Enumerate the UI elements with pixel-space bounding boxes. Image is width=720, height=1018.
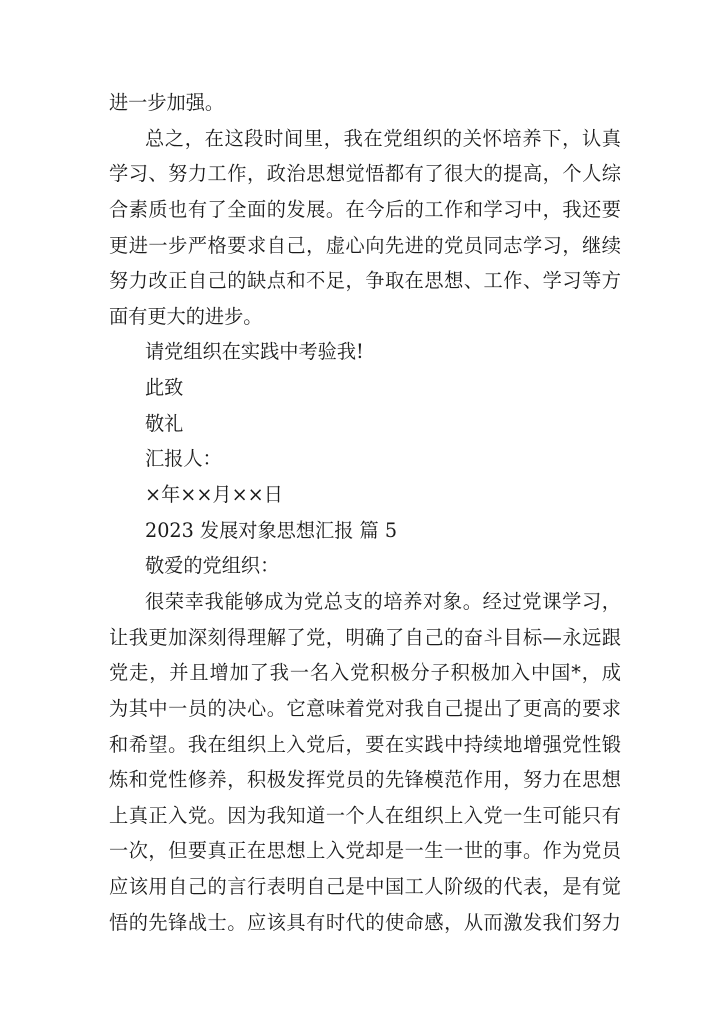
text-line: 应该用自己的言行表明自己是中国工人阶级的代表，是有觉 (109, 875, 621, 899)
text-line: 上真正入党。因为我知道一个人在组织上入党一生可能只有 (109, 803, 621, 827)
text-line: 2023 发展对象思想汇报 篇 5 (145, 518, 398, 542)
text-line: 合素质也有了全面的发展。在今后的工作和学习中，我还要 (109, 197, 621, 221)
text-line: 党走，并且增加了我一名入党积极分子积极加入中国*，成 (109, 661, 621, 685)
text-line: 和希望。我在组织上入党后，要在实践中持续地增强党性锻 (109, 732, 621, 756)
text-line: 请党组织在实践中考验我! (145, 340, 364, 364)
text-line: 敬爱的党组织： (145, 554, 280, 578)
text-line: 面有更大的进步。 (109, 304, 263, 328)
text-line: 让我更加深刻得理解了党，明确了自己的奋斗目标—永远跟 (109, 625, 621, 649)
text-line: ×年××月××日 (145, 483, 283, 507)
text-line: 很荣幸我能够成为党总支的培养对象。经过党课学习， (145, 589, 621, 613)
text-line: 总之，在这段时间里，我在党组织的关怀培养下，认真 (145, 126, 621, 150)
text-line: 炼和党性修养，积极发挥党员的先锋模范作用，努力在思想 (109, 768, 621, 792)
text-line: 此致 (145, 376, 184, 400)
text-line: 悟的先锋战士。应该具有时代的使命感，从而激发我们努力 (109, 910, 621, 934)
text-line: 努力改正自己的缺点和不足，争取在思想、工作、学习等方 (109, 269, 621, 293)
text-line: 学习、努力工作，政治思想觉悟都有了很大的提高，个人综 (109, 162, 621, 186)
text-line: 一次，但要真正在思想上入党却是一生一世的事。作为党员 (109, 839, 621, 863)
text-line: 敬礼 (145, 411, 184, 435)
document-page (109, 85, 621, 940)
text-line: 汇报人： (145, 447, 222, 471)
text-line: 进一步加强。 (109, 91, 225, 114)
text-line: 为其中一员的决心。它意味着党对我自己提出了更高的要求 (109, 696, 621, 720)
text-line: 更进一步严格要求自己，虚心向先进的党员同志学习，继续 (109, 233, 621, 257)
